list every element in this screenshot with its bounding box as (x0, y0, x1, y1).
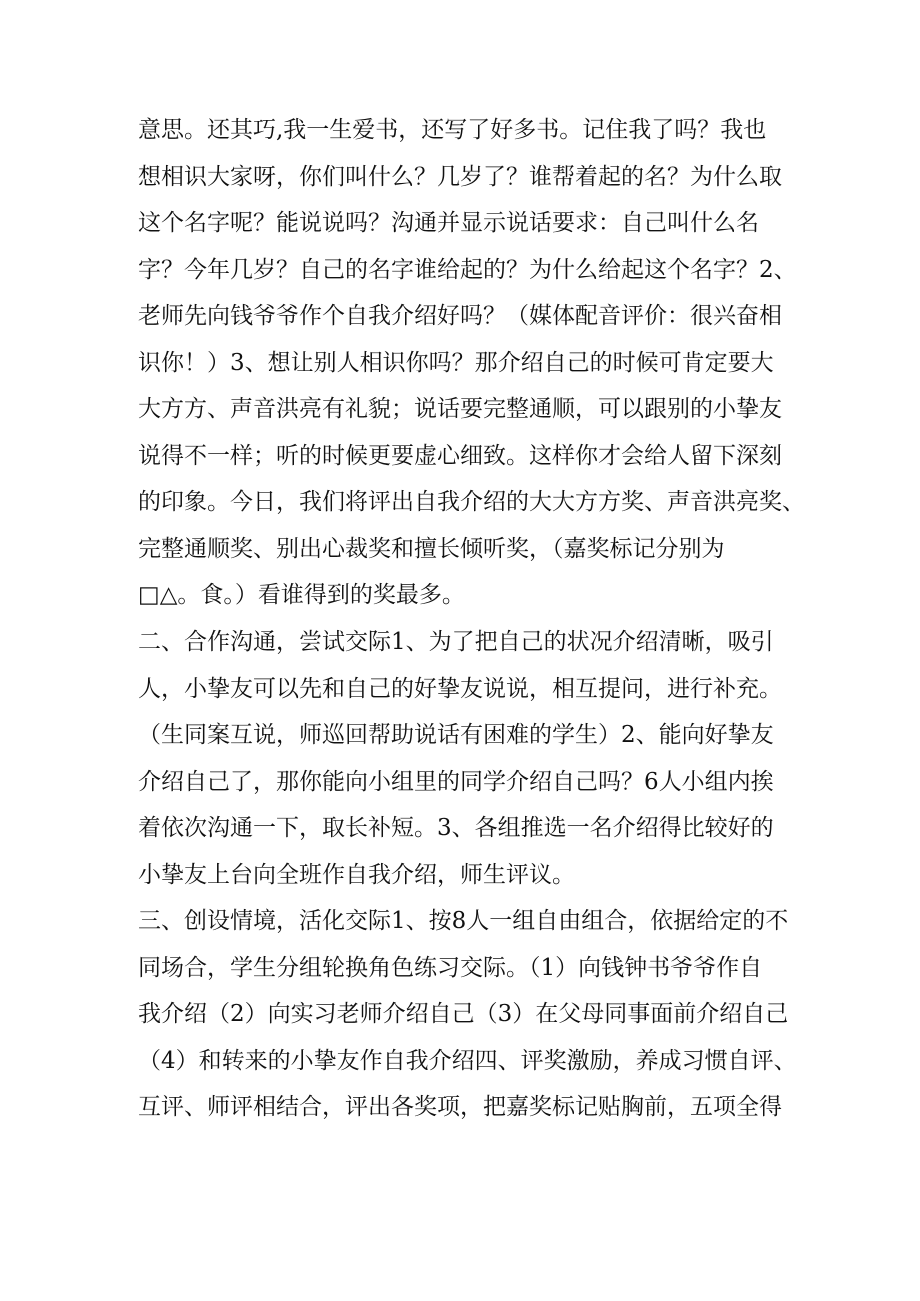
text-line: □△。食。）看谁得到的奖最多。 (138, 582, 465, 609)
text-line: 老师先向钱爷爷作个自我介绍好吗？（媒体配音评价：很兴奋相 (138, 303, 782, 330)
text-line: 大方方、声音洪亮有礼貌；说话要完整通顺，可以跟别的小挚友 (138, 396, 782, 423)
text-line: 识你！）3、想让别人相识你吗？那介绍自己的时候可肯定要大 (138, 349, 774, 376)
text-line: 介绍自己了，那你能向小组里的同学介绍自己吗？6人小组内挨 (138, 768, 774, 795)
text-line: 完整通顺奖、别出心裁奖和擅长倾听奖，（嘉奖标记分别为 (138, 535, 725, 562)
text-line: 我介绍（2）向实习老师介绍自己（3）在父母同事面前介绍自己 (138, 1001, 789, 1028)
text-line: 的印象。今日，我们将评出自我介绍的大大方方奖、声音洪亮奖、 (138, 489, 805, 516)
text-line: 想相识大家呀，你们叫什么？几岁了？谁帮着起的名？为什么取 (138, 163, 782, 190)
text-line: 说得不一样；听的时候更要虚心细致。这样你才会给人留下深刻 (138, 442, 782, 469)
text-line: 小挚友上台向全班作自我介绍，师生评议。 (138, 861, 575, 888)
text-line: （4）和转来的小挚友作自我介绍四、评奖激励，养成习惯自评、 (138, 1047, 797, 1074)
text-line: 互评、师评相结合，评出各奖项，把嘉奖标记贴胸前，五项全得 (138, 1094, 782, 1121)
text-line: 意思。还其巧,我一生爱书，还写了好多书。记住我了吗？我也 (138, 117, 767, 143)
section-heading-line: 二、合作沟通，尝试交际1、为了把自己的状况介绍清晰，吸引 (138, 629, 774, 656)
section-heading-line: 三、创设情境，活化交际1、按8人一组自由组合，依据给定的不 (138, 908, 789, 935)
text-line: 字？今年几岁？自己的名字谁给起的？为什么给起这个名字？2、 (138, 256, 797, 283)
body-text (138, 107, 805, 1131)
text-line: （生同案互说，师巡回帮助说话有困难的学生）2、能向好挚友 (138, 722, 774, 749)
text-line: 同场合，学生分组轮换角色练习交际。（1）向钱钟书爷爷作自 (138, 954, 763, 981)
text-line: 人，小挚友可以先和自己的好挚友说说，相互提问，进行补充。 (138, 675, 782, 702)
text-line: 这个名字呢？能说说吗？沟通并显示说话要求：自己叫什么名 (138, 210, 759, 237)
text-line: 着依次沟通一下，取长补短。3、各组推选一名介绍得比较好的 (138, 815, 774, 842)
